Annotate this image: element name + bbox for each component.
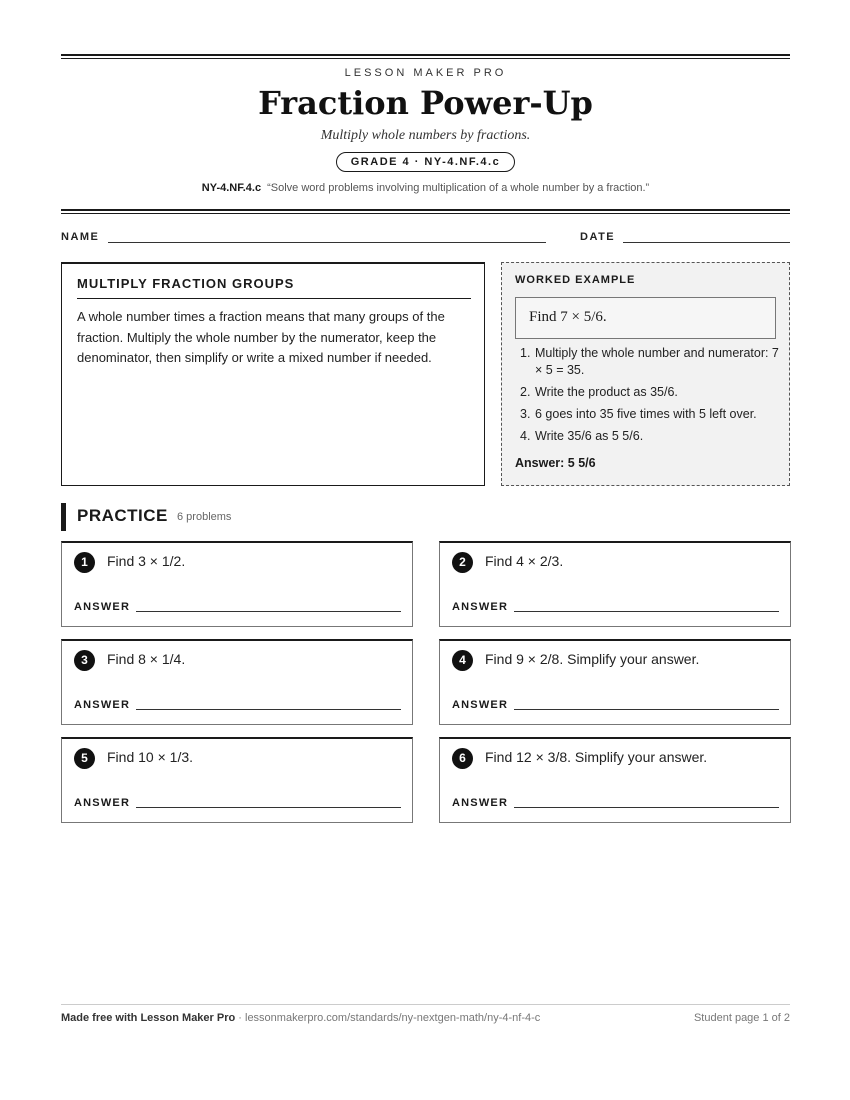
standard-statement xyxy=(61,182,790,194)
step-text: Multiply the whole number and numerator: 7 × 5 = 35. xyxy=(535,346,779,377)
date-label: DATE xyxy=(580,231,616,243)
problem-card xyxy=(439,639,791,725)
answer-label: ANSWER xyxy=(74,601,131,613)
footer-rule xyxy=(61,1004,790,1005)
standard-text: “Solve word problems involving multiplication of a whole number by a fraction.” xyxy=(267,182,650,194)
answer-field[interactable] xyxy=(514,807,779,808)
step-number: 1. xyxy=(520,346,531,360)
grade-badge: GRADE 4 · NY-4.NF.4.c xyxy=(336,152,515,172)
step-text: Write the product as 35/6. xyxy=(535,385,678,399)
footer-brand: Made free with Lesson Maker Pro xyxy=(61,1012,236,1024)
answer-field[interactable] xyxy=(136,807,401,808)
name-field[interactable] xyxy=(108,242,546,243)
header-top-rule xyxy=(61,54,790,59)
problem-number: 3 xyxy=(74,650,95,671)
answer-field[interactable] xyxy=(136,709,401,710)
worked-example-steps xyxy=(515,345,785,450)
worked-example-problem: Find 7 × 5/6. xyxy=(515,297,776,339)
date-field[interactable] xyxy=(623,242,790,243)
worksheet-page xyxy=(61,0,790,1100)
step-text: 6 goes into 35 five times with 5 left over. xyxy=(535,407,757,421)
practice-count: 6 problems xyxy=(177,511,232,523)
problem-text: Find 12 × 3/8. Simplify your answer. xyxy=(485,749,708,765)
concept-body: A whole number times a fraction means that many groups of the fraction. Multiply the whole number by the numerator, keep the denominator, then simplify or write a mixed number if needed. xyxy=(77,309,445,365)
worksheet-title: Fraction Power-Up xyxy=(258,84,593,122)
problem-card xyxy=(439,541,791,627)
problem-number: 2 xyxy=(452,552,473,573)
problem-text: Find 9 × 2/8. Simplify your answer. xyxy=(485,651,700,667)
example-step xyxy=(515,428,785,445)
step-number: 2. xyxy=(520,385,531,399)
footer-credit xyxy=(61,1012,540,1024)
standard-code: NY-4.NF.4.c xyxy=(201,182,262,194)
practice-title: PRACTICE xyxy=(77,506,168,525)
problem-card xyxy=(439,737,791,823)
concept-title: MULTIPLY FRACTION GROUPS xyxy=(77,276,471,299)
name-label: NAME xyxy=(61,231,100,243)
answer-label: ANSWER xyxy=(452,601,509,613)
answer-field[interactable] xyxy=(136,611,401,612)
answer-label: ANSWER xyxy=(452,797,509,809)
problem-text: Find 4 × 2/3. xyxy=(485,553,564,569)
problem-text: Find 3 × 1/2. xyxy=(107,553,186,569)
problem-card xyxy=(61,541,413,627)
problem-text: Find 10 × 1/3. xyxy=(107,749,194,765)
brand-label: LESSON MAKER PRO xyxy=(344,67,507,79)
step-text: Write 35/6 as 5 5/6. xyxy=(535,429,644,443)
problem-card xyxy=(61,639,413,725)
worked-example-answer: Answer: 5 5/6 xyxy=(515,456,596,470)
grade-badge-wrap xyxy=(61,152,790,172)
practice-accent-bar xyxy=(61,503,66,531)
footer-page-number: Student page 1 of 2 xyxy=(693,1012,790,1024)
problem-card xyxy=(61,737,413,823)
problem-number: 1 xyxy=(74,552,95,573)
concept-card xyxy=(61,262,485,486)
footer-url: · lessonmakerpro.com/standards/ny-nextgen-math/ny-4-nf-4-c xyxy=(235,1012,541,1024)
answer-label: ANSWER xyxy=(452,699,509,711)
example-step xyxy=(515,345,785,379)
answer-field[interactable] xyxy=(514,709,779,710)
step-number: 4. xyxy=(520,429,531,443)
header-bottom-rule xyxy=(61,209,790,214)
worksheet-subtitle: Multiply whole numbers by fractions. xyxy=(320,128,531,143)
worked-example-title: WORKED EXAMPLE xyxy=(515,274,636,286)
problem-number: 6 xyxy=(452,748,473,769)
answer-label: ANSWER xyxy=(74,699,131,711)
answer-label: ANSWER xyxy=(74,797,131,809)
problem-number: 4 xyxy=(452,650,473,671)
example-step xyxy=(515,406,785,423)
example-step xyxy=(515,384,785,401)
problem-number: 5 xyxy=(74,748,95,769)
step-number: 3. xyxy=(520,407,531,421)
worked-example-card xyxy=(501,262,790,486)
problem-text: Find 8 × 1/4. xyxy=(107,651,186,667)
answer-field[interactable] xyxy=(514,611,779,612)
